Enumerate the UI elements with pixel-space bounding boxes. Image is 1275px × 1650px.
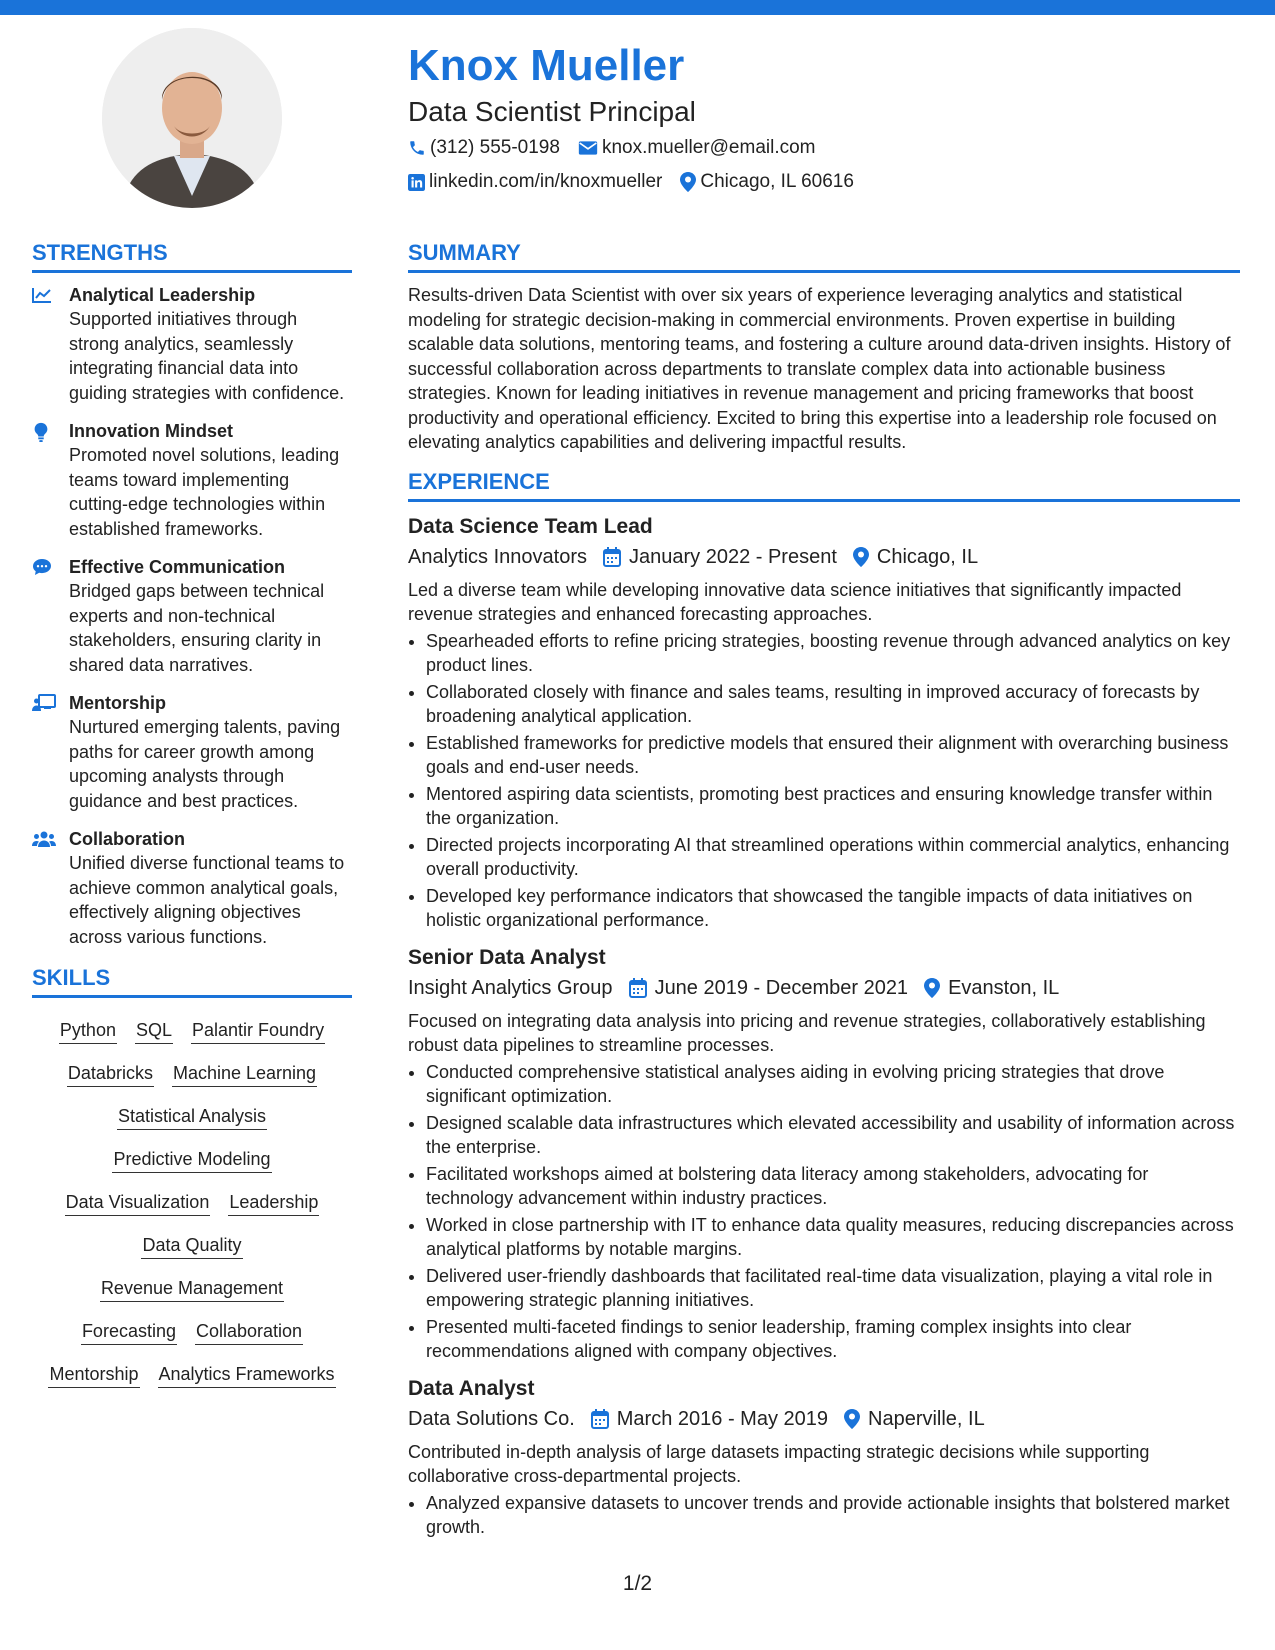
- strength-desc: Unified diverse functional teams to achieve common analytical goals, effectively aligning objectives across various functions.: [69, 853, 345, 947]
- location-contact: [680, 166, 854, 198]
- job-company: Insight Analytics Group: [408, 976, 613, 999]
- phone-text: (312) 555-0198: [430, 137, 560, 158]
- chart-line-icon: [32, 283, 69, 405]
- experience-heading: EXPERIENCE: [408, 467, 1240, 502]
- job-description: Focused on integrating data analysis into pricing and revenue strategies, collaboratively establishing robust data pipelines to streamline processes.: [408, 1010, 1206, 1055]
- candidate-title: Data Scientist Principal: [408, 96, 696, 127]
- job-location-text: Chicago, IL: [876, 545, 979, 568]
- strength-title: Analytical Leadership: [69, 285, 256, 305]
- job-bullet: • Delivered user-friendly dashboards that facilitated real-time data visualization, playing a vital role in empowering strategic planning initiatives.: [426, 1264, 1240, 1313]
- skill-tag: Palantir Foundry: [191, 1018, 325, 1044]
- top-accent-bar: [0, 0, 1275, 15]
- envelope-icon: [578, 140, 598, 156]
- job-bullet: • Directed projects incorporating AI that streamlined operations within commercial analytics, enhancing overall productivity.: [426, 833, 1240, 882]
- skill-tag: SQL: [135, 1018, 173, 1044]
- contact-row-1: [408, 132, 1248, 164]
- strength-desc: Promoted novel solutions, leading teams toward implementing cutting-edge technologies within established frameworks.: [69, 445, 340, 539]
- calendar-icon: [629, 978, 647, 998]
- strength-desc: Bridged gaps between technical experts and non-technical stakeholders, ensuring clarity in shared data narratives.: [69, 581, 325, 675]
- strength-item: [32, 555, 352, 677]
- skill-tag: Revenue Management: [100, 1276, 284, 1302]
- job-meta: [408, 973, 1240, 1003]
- job-location: [844, 1404, 985, 1434]
- profile-photo: [102, 28, 282, 208]
- strength-item: [32, 419, 352, 541]
- map-pin-icon: [844, 1409, 860, 1429]
- job-description: Led a diverse team while developing innovative data science initiatives that significantly impacted revenue strategies and enhanced forecasting approaches.: [408, 579, 1182, 624]
- strength-item: [32, 827, 352, 949]
- job-location: [924, 973, 1059, 1003]
- job-location-text: Naperville, IL: [868, 1407, 985, 1430]
- skills-heading: SKILLS: [32, 963, 352, 998]
- summary-text: Results-driven Data Scientist with over six years of experience leveraging analytics and statistical modeling for strategic decision-making in commercial environments. Proven expertise in building scalable data solutions, mentoring teams, and fostering a culture around data-driven insights. History of successful collaboration across departments to translate complex data into actionable business strategies. Known for leading initiatives in revenue management and pricing frameworks that boost productivity and operational efficiency. Excited to bring this expertise into a leadership role focused on elevating analytics capabilities and delivering impactful results.: [408, 285, 1231, 452]
- calendar-icon: [591, 1409, 609, 1429]
- job-dates-text: June 2019 - December 2021: [654, 976, 909, 999]
- job-location-text: Evanston, IL: [948, 976, 1060, 999]
- job-bullet: • Spearheaded efforts to refine pricing strategies, boosting revenue through advanced analytics on key product lines.: [426, 629, 1240, 678]
- strength-desc: Nurtured emerging talents, paving paths for career growth among upcoming analysts through guidance and best practices.: [69, 717, 341, 811]
- skill-tag: Leadership: [228, 1190, 319, 1216]
- job-bullets: [408, 1491, 1240, 1540]
- job-dates-text: March 2016 - May 2019: [616, 1407, 828, 1430]
- email-contact[interactable]: [578, 132, 816, 164]
- phone-contact[interactable]: [408, 132, 560, 164]
- job-bullet: • Worked in close partnership with IT to enhance data quality measures, reducing discrepancies across analytical platforms by notable margins.: [426, 1213, 1240, 1262]
- users-icon: [32, 827, 69, 949]
- job-bullet: • Conducted comprehensive statistical analyses aiding in evolving pricing strategies that drove significant optimization.: [426, 1060, 1240, 1109]
- job-bullets: [408, 1060, 1240, 1364]
- skill-tag: Collaboration: [195, 1319, 303, 1345]
- strength-title: Effective Communication: [69, 557, 286, 577]
- job-title: Data Analyst: [408, 1376, 535, 1400]
- job-location: [853, 542, 978, 572]
- skill-tag: Machine Learning: [172, 1061, 317, 1087]
- job-bullet: • Mentored aspiring data scientists, promoting best practices and ensuring knowledge transfer within the organization.: [426, 782, 1240, 831]
- skill-tag: Data Visualization: [65, 1190, 211, 1216]
- job-meta: [408, 1404, 1240, 1434]
- skill-tag: Forecasting: [81, 1319, 177, 1345]
- left-column: [32, 238, 352, 1399]
- map-pin-icon: [853, 547, 869, 567]
- job-bullet: • Facilitated workshops aimed at bolstering data literacy among stakeholders, advocating for technology advancement within industry practices.: [426, 1162, 1240, 1211]
- strengths-heading: STRENGTHS: [32, 238, 352, 273]
- job-entry: [408, 943, 1240, 1364]
- job-dates: [629, 973, 909, 1003]
- job-bullets: [408, 629, 1240, 933]
- job-dates: [591, 1404, 828, 1434]
- right-column: [408, 238, 1240, 1550]
- lightbulb-icon: [32, 419, 69, 541]
- strength-title: Collaboration: [69, 829, 185, 849]
- job-title: Senior Data Analyst: [408, 945, 606, 969]
- linkedin-icon: [408, 174, 425, 191]
- chalkboard-teacher-icon: [32, 691, 69, 813]
- job-description: Contributed in-depth analysis of large datasets impacting strategic decisions while supporting collaborative cross-departmental projects.: [408, 1441, 1150, 1486]
- summary-heading: SUMMARY: [408, 238, 1240, 273]
- job-bullet: • Collaborated closely with finance and sales teams, resulting in improved accuracy of forecasts by broadening analytical application.: [426, 680, 1240, 729]
- strength-title: Innovation Mindset: [69, 421, 233, 441]
- skill-tag: Mentorship: [48, 1362, 139, 1388]
- strength-desc: Supported initiatives through strong analytics, seamlessly integrating financial data into guiding strategies with confidence.: [69, 309, 345, 403]
- job-meta: [408, 542, 1240, 572]
- job-bullet: • Developed key performance indicators that showcased the tangible impacts of data initiatives on holistic organizational performance.: [426, 884, 1240, 933]
- job-title: Data Science Team Lead: [408, 514, 653, 538]
- phone-icon: [408, 139, 426, 157]
- resume-header: [408, 40, 1248, 198]
- job-bullet: • Established frameworks for predictive models that ensured their alignment with overarching business goals and end-user needs.: [426, 731, 1240, 780]
- candidate-name: Knox Mueller: [408, 41, 685, 90]
- skill-tag: Data Quality: [141, 1233, 242, 1259]
- strength-item: [32, 283, 352, 405]
- strength-title: Mentorship: [69, 693, 166, 713]
- calendar-icon: [603, 547, 621, 567]
- skill-tag: Statistical Analysis: [117, 1104, 267, 1130]
- chat-bubble-icon: [32, 555, 69, 677]
- strength-item: [32, 691, 352, 813]
- job-bullet: • Designed scalable data infrastructures which elevated accessibility and usability of information across the enterprise.: [426, 1111, 1240, 1160]
- skills-list: [32, 1008, 352, 1399]
- skill-tag: Analytics Frameworks: [158, 1362, 336, 1388]
- job-entry: [408, 512, 1240, 933]
- skill-tag: Predictive Modeling: [112, 1147, 271, 1173]
- job-company: Data Solutions Co.: [408, 1407, 575, 1430]
- job-dates: [603, 542, 837, 572]
- job-bullet: • Analyzed expansive datasets to uncover trends and provide actionable insights that bolstered market growth.: [426, 1491, 1240, 1540]
- email-text: knox.mueller@email.com: [601, 137, 816, 158]
- job-bullet: • Presented multi-faceted findings to senior leadership, framing complex insights into clear recommendations aligned with company objectives.: [426, 1315, 1240, 1364]
- contact-row-2: [408, 166, 1248, 198]
- linkedin-contact[interactable]: [408, 166, 662, 198]
- job-company: Analytics Innovators: [408, 545, 587, 568]
- job-entry: [408, 1374, 1240, 1540]
- location-text: Chicago, IL 60616: [700, 171, 854, 192]
- map-pin-icon: [680, 172, 696, 192]
- page-number: 1/2: [622, 1572, 653, 1595]
- map-pin-icon: [924, 978, 940, 998]
- linkedin-text: linkedin.com/in/knoxmueller: [429, 171, 663, 192]
- skill-tag: Python: [59, 1018, 117, 1044]
- job-dates-text: January 2022 - Present: [628, 545, 837, 568]
- skill-tag: Databricks: [67, 1061, 154, 1087]
